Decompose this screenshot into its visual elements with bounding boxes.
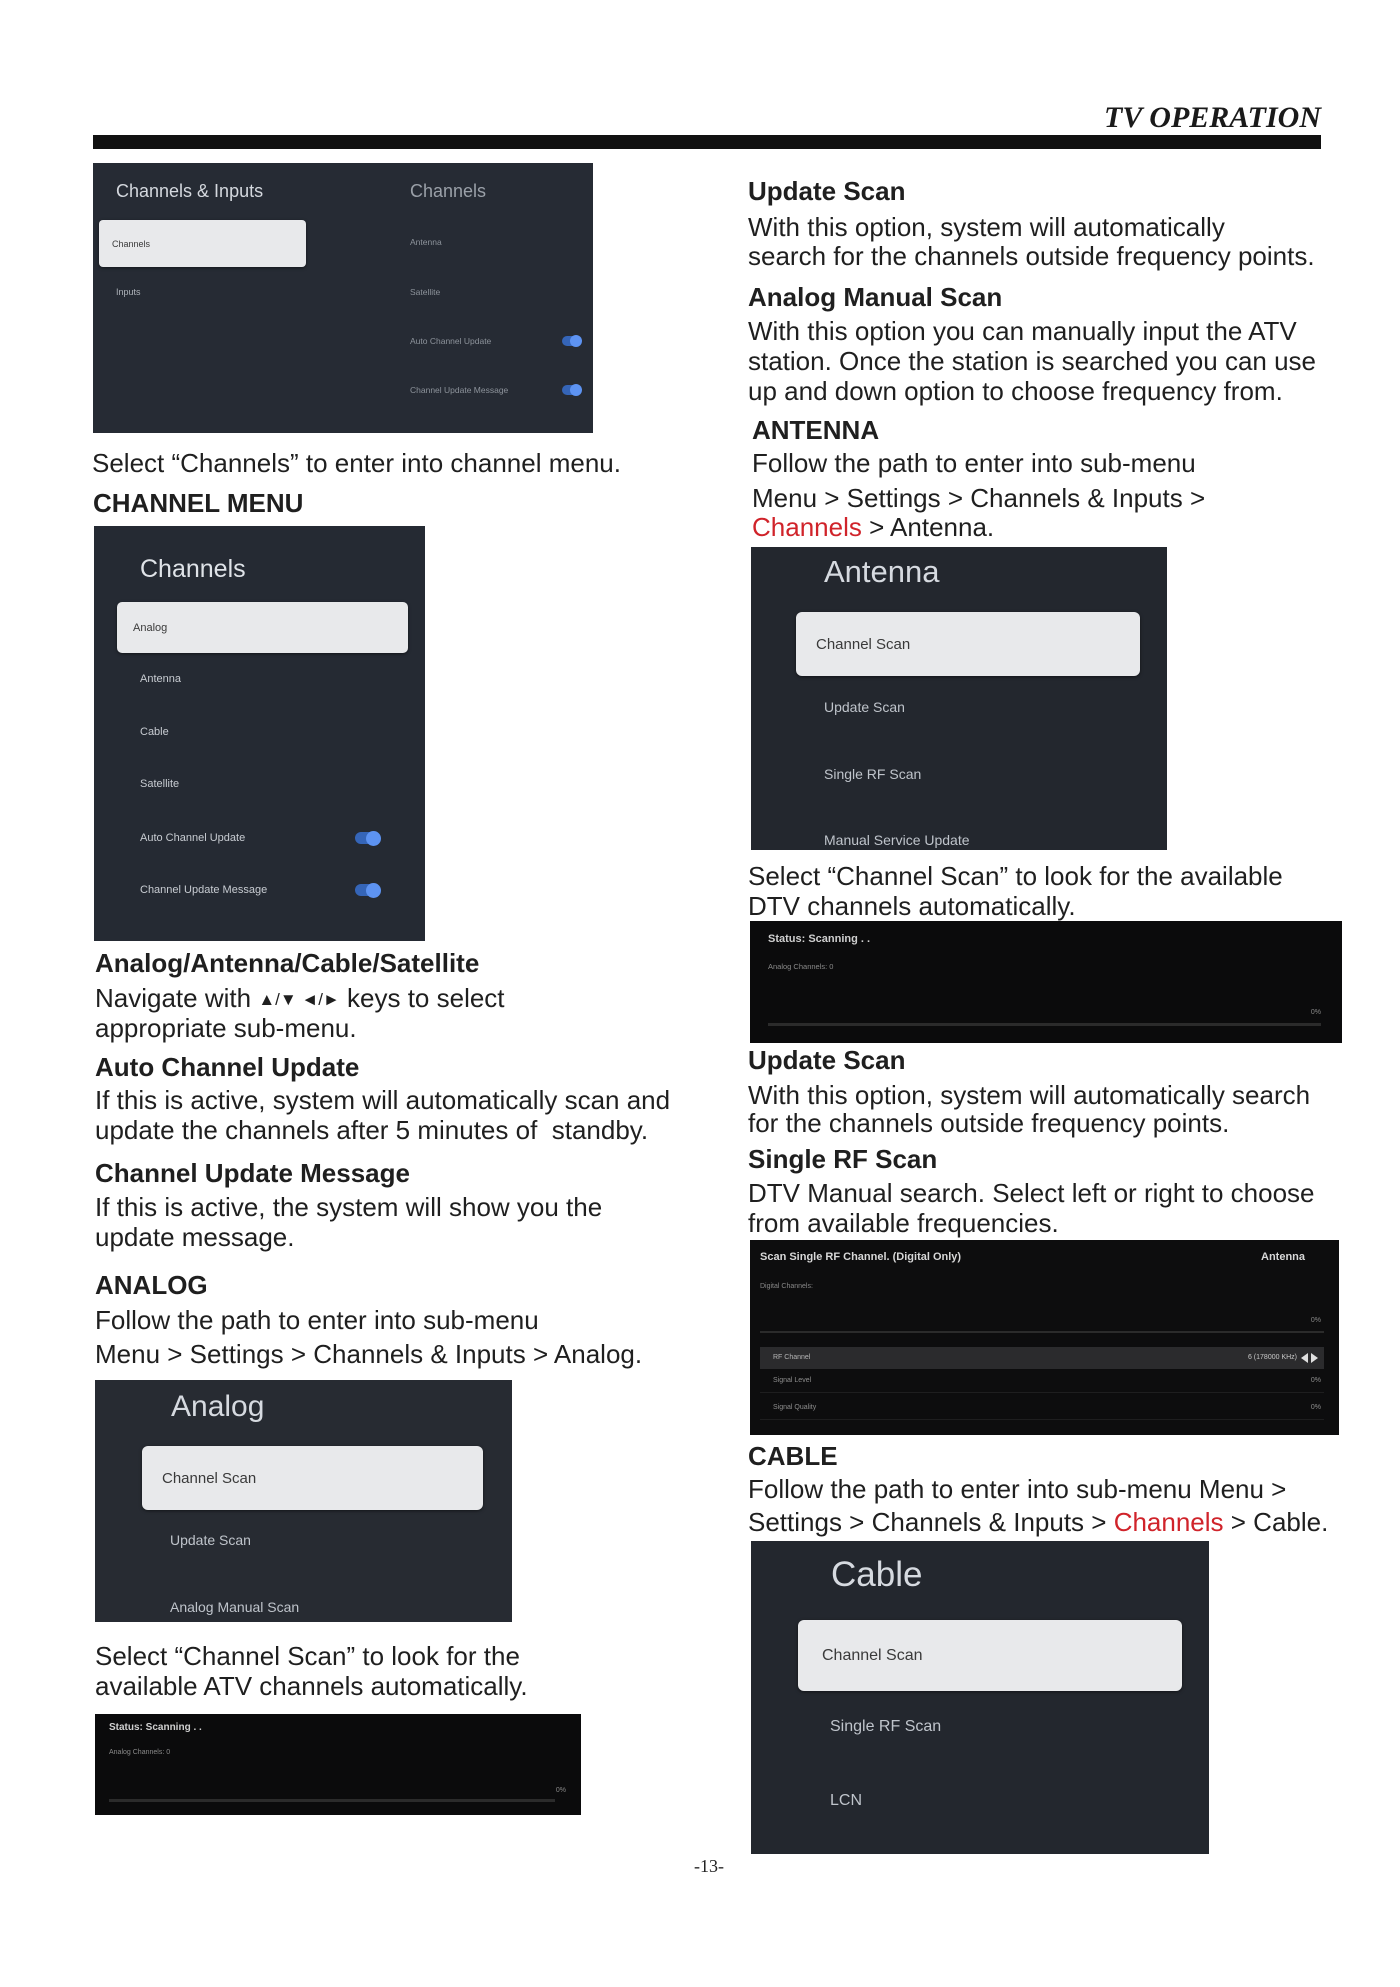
atv-scanning-screenshot	[95, 1714, 581, 1815]
heading-update-scan: Update Scan	[748, 176, 906, 206]
paragraph-line: DTV Manual search. Select left or right to choose	[748, 1178, 1315, 1208]
progress-bar	[109, 1799, 555, 1802]
scan-status: Status: Scanning . .	[768, 933, 871, 945]
signal-level-label: Signal Level	[773, 1377, 812, 1384]
screen-title: Analog	[171, 1390, 265, 1423]
option-auto-channel-update: Auto Channel Update	[410, 336, 492, 346]
heading-sub-menus: Analog/Antenna/Cable/Satellite	[95, 948, 480, 978]
paragraph-line: With this option, system will automatically search	[748, 1080, 1311, 1110]
channels-inputs-screenshot	[93, 163, 593, 433]
caption-atv-scan-2: available ATV channels automatically.	[95, 1671, 528, 1701]
channel-count: Analog Channels: 0	[109, 1749, 171, 1756]
heading-channel-update-message: Channel Update Message	[95, 1158, 410, 1188]
channels-menu-screenshot	[94, 526, 425, 941]
signal-source: Antenna	[1261, 1251, 1305, 1263]
nav-item-label: Channels	[112, 238, 151, 249]
signal-quality-value: 0%	[1310, 1404, 1321, 1411]
screen-title: Channels	[140, 555, 246, 583]
cable-menu-screenshot	[751, 1541, 1209, 1854]
rf-channel-row	[760, 1347, 1324, 1369]
nav-item-inputs: Inputs	[116, 287, 141, 297]
screen-panel-title: Channels	[410, 181, 487, 201]
menu-path-antenna-2	[752, 512, 994, 542]
paragraph-line: Follow the path to enter into sub-menu	[95, 1305, 539, 1335]
menu-item-channel-scan-selected	[798, 1620, 1182, 1691]
heading-analog-manual-scan: Analog Manual Scan	[748, 282, 1003, 312]
toggle-icon	[562, 385, 580, 395]
heading-channel-menu: CHANNEL MENU	[93, 488, 304, 518]
navigate-line-2: appropriate sub-menu.	[95, 1013, 357, 1043]
heading-cable: CABLE	[748, 1441, 838, 1471]
dtv-scanning-screenshot	[750, 921, 1342, 1043]
navigate-suffix: keys to select	[339, 983, 505, 1013]
progress-label: 0%	[1310, 1009, 1321, 1016]
rf-channel-value: 6 (178000 KHz)	[1247, 1354, 1297, 1361]
navigate-prefix: Navigate with	[95, 983, 259, 1013]
rf-channel-label: RF Channel	[773, 1354, 811, 1361]
menu-item-channel-update-message: Channel Update Message	[140, 884, 268, 896]
menu-item-analog-selected	[117, 602, 408, 653]
caption-select-channels: Select “Channels” to enter into channel menu.	[92, 448, 621, 478]
path-link-channels: Channels	[1113, 1507, 1224, 1537]
menu-item-satellite: Satellite	[140, 778, 180, 790]
menu-path-antenna: Menu > Settings > Channels & Inputs >	[752, 483, 1206, 513]
row-divider	[760, 1392, 1324, 1393]
menu-item-auto-channel-update: Auto Channel Update	[140, 832, 246, 844]
paragraph-line: If this is active, the system will show you the	[95, 1192, 603, 1222]
toggle-icon	[355, 832, 379, 844]
section-title: TV OPERATION	[1104, 101, 1321, 134]
menu-item-label: Channel Scan	[816, 635, 911, 653]
heading-auto-channel-update: Auto Channel Update	[95, 1052, 360, 1082]
option-channel-update-message: Channel Update Message	[410, 385, 509, 395]
paragraph-line: station. Once the station is searched you can use	[748, 346, 1317, 376]
menu-item-label: Channel Scan	[822, 1646, 923, 1664]
screen-title: Cable	[831, 1555, 923, 1594]
digital-channels: Digital Channels:	[760, 1283, 813, 1290]
option-satellite: Satellite	[410, 287, 441, 297]
menu-item-lcn: LCN	[830, 1792, 863, 1809]
screen-title: Antenna	[824, 554, 940, 589]
paragraph-line: from available frequencies.	[748, 1208, 1059, 1238]
arrow-keys-icon: ▲/▼ ◄/►	[258, 990, 340, 1009]
heading-antenna: ANTENNA	[752, 415, 880, 445]
toggle-icon	[562, 336, 580, 346]
analog-menu-screenshot	[95, 1380, 512, 1622]
caption-atv-scan: Select “Channel Scan” to look for the	[95, 1641, 520, 1671]
antenna-menu-screenshot	[751, 547, 1167, 850]
header-rule	[93, 135, 1321, 149]
paragraph-line: update message.	[95, 1222, 295, 1252]
paragraph-line: up and down option to choose frequency from.	[748, 376, 1283, 406]
menu-item-update-scan: Update Scan	[170, 1532, 251, 1548]
path-rest: > Cable.	[1223, 1507, 1329, 1537]
menu-item-cable: Cable	[140, 726, 169, 738]
heading-single-rf-scan: Single RF Scan	[748, 1144, 938, 1174]
paragraph-line: With this option you can manually input the ATV	[748, 316, 1297, 346]
scan-status: Status: Scanning . .	[109, 1722, 202, 1733]
menu-item-label: Analog	[133, 621, 168, 634]
arrow-right-icon	[1311, 1353, 1318, 1363]
menu-item-channel-scan-selected	[142, 1446, 483, 1510]
navigate-line	[95, 983, 505, 1015]
menu-item-label: Channel Scan	[162, 1469, 257, 1487]
heading-analog: ANALOG	[95, 1270, 208, 1300]
menu-item-single-rf-scan: Single RF Scan	[824, 766, 922, 782]
menu-item-manual-service-update: Manual Service Update	[824, 832, 970, 848]
option-antenna: Antenna	[410, 237, 442, 247]
screen-title: Channels & Inputs	[116, 181, 264, 201]
paragraph-line: search for the channels outside frequency points.	[748, 241, 1315, 271]
page-number: -13-	[694, 1856, 724, 1876]
menu-item-antenna: Antenna	[140, 673, 181, 685]
menu-path-cable-2	[748, 1507, 1328, 1537]
caption-dtv-scan-2: DTV channels automatically.	[748, 891, 1076, 921]
arrow-left-icon	[1301, 1353, 1308, 1363]
progress-label: 0%	[1310, 1317, 1321, 1324]
path-link-channels: Channels	[752, 512, 862, 542]
progress-label: 0%	[555, 1787, 566, 1794]
signal-level-value: 0%	[1310, 1377, 1321, 1384]
channel-count: Analog Channels: 0	[768, 962, 834, 971]
menu-item-update-scan: Update Scan	[824, 699, 905, 715]
signal-quality-label: Signal Quality	[773, 1404, 817, 1411]
progress-bar	[768, 1023, 1321, 1026]
row-divider	[760, 1419, 1324, 1420]
menu-item-analog-manual-scan: Analog Manual Scan	[170, 1599, 300, 1615]
menu-path-cable: Follow the path to enter into sub-menu Menu >	[748, 1474, 1287, 1504]
paragraph-line: If this is active, system will automatically scan and	[95, 1085, 671, 1115]
path-rest: > Antenna.	[861, 512, 995, 542]
paragraph-line: for the channels outside frequency points.	[748, 1108, 1230, 1138]
menu-path-analog: Menu > Settings > Channels & Inputs > Analog.	[95, 1339, 643, 1369]
caption-dtv-scan: Select “Channel Scan” to look for the available	[748, 861, 1283, 891]
screen-title: Scan Single RF Channel. (Digital Only)	[760, 1251, 962, 1263]
menu-item-channel-scan-selected	[796, 612, 1140, 676]
paragraph-line: update the channels after 5 minutes of standby.	[95, 1115, 649, 1145]
paragraph-line: With this option, system will automatically	[748, 212, 1225, 242]
single-rf-scan-screenshot	[750, 1240, 1339, 1435]
paragraph-line: Follow the path to enter into sub-menu	[752, 448, 1196, 478]
toggle-icon	[355, 884, 379, 896]
menu-item-single-rf-scan: Single RF Scan	[830, 1718, 942, 1735]
heading-update-scan-2: Update Scan	[748, 1045, 906, 1075]
path-prefix: Settings > Channels & Inputs >	[748, 1507, 1114, 1537]
nav-item-channels-selected	[99, 220, 306, 267]
progress-bar	[760, 1331, 1324, 1333]
